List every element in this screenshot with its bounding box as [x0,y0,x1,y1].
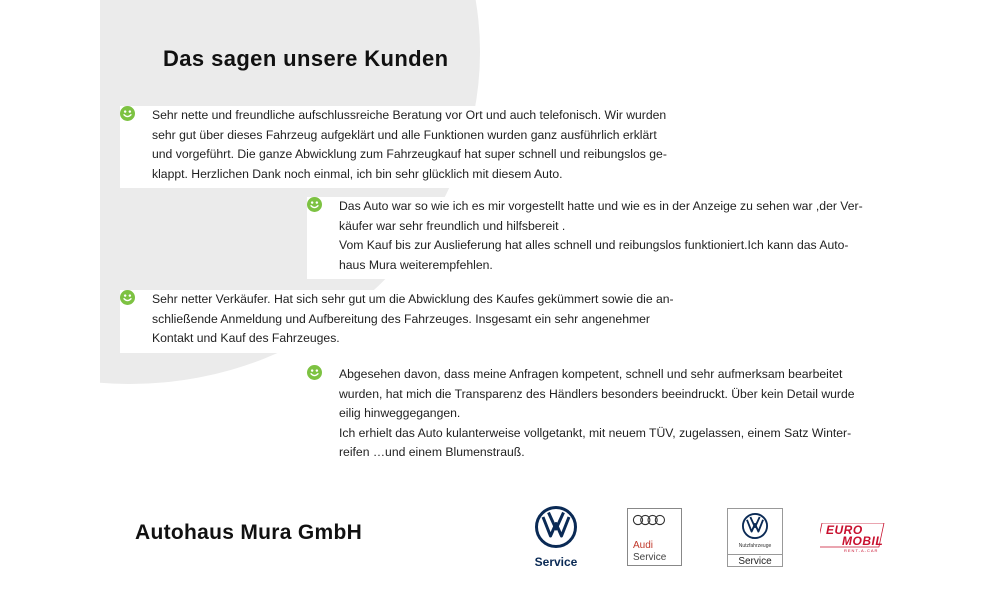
review-line: schließende Anmeldung und Aufbereitung des Fahrzeuges. Insgesamt ein sehr angenehmer [152,311,650,326]
vw-icon [742,513,768,539]
review-line: Kontakt und Kauf des Fahrzeuges. [152,331,340,346]
review-line: und vorgeführt. Die ganze Abwicklung zum Fahrzeugkauf hat super schnell und reibungslos ge- [152,147,667,162]
review-line: Das Auto war so wie ich es mir vorgestellt hatte und wie es in der Anzeige zu sehen war ,der Ver- [339,199,863,213]
audi-service-logo [627,508,682,566]
review-card [120,290,705,353]
audi-rings-icon [632,514,666,526]
euromobil-logo [820,523,886,557]
review-line: Sehr nette und freundliche aufschlussreiche Beratung vor Ort und auch telefonisch. Wir wurden [152,108,667,122]
vw-icon [535,506,577,548]
review-line: Sehr netter Verkäufer. Hat sich sehr gut um die Abwicklung des Kaufes gekümmert sowie die an- [152,292,674,306]
smiley-icon [120,106,135,121]
euromobil-line2: MOBIL [842,534,884,548]
review-line: wurden, hat mich die Transparenz des Händlers besonders beeindruckt. Über kein Detail wurde [339,386,855,401]
review-line: sehr gut über dieses Fahrzeug aufgeklärt und alle Funktionen wurden ganz ausführlich erklärt [152,127,657,142]
review-line: Vom Kauf bis zur Auslieferung hat alles schnell und reibungslos funktioniert.Ich kann das Auto- [339,238,849,253]
audi-service-label: Service [633,552,667,563]
vw-service-label: Service [534,555,578,569]
audi-label: Audi [633,540,654,551]
nfz-service-label: Service [728,554,782,567]
review-card [307,197,892,279]
page-title: Das sagen unsere Kunden [163,46,449,71]
review-line: Ich erhielt das Auto kulanterweise vollgetankt, mit neuem TÜV, zugelassen, einem Satz Winter- [339,425,852,440]
review-card [307,365,892,467]
euromobil-line3: RENT-A-CAR [844,548,879,553]
review-line: reifen …und einem Blumenstrauß. [339,445,525,460]
review-card [120,106,705,188]
review-line: Abgesehen davon, dass meine Anfragen kompetent, schnell und sehr aufmerksam bearbeitet [339,367,843,381]
nutzfahrzeuge-label: Nutzfahrzeuge [738,543,772,549]
smiley-icon [307,365,322,380]
vw-service-logo [527,506,585,572]
review-line: klappt. Herzlichen Dank noch einmal, ich bin sehr glücklich mit diesem Auto. [152,166,563,181]
euromobil-line1: EURO [826,523,863,537]
company-name: Autohaus Mura GmbH [135,521,363,544]
smiley-icon [120,290,135,305]
review-line: käufer war sehr freundlich und hilfsbereit . [339,218,566,233]
review-line: haus Mura weiterempfehlen. [339,257,493,272]
review-line: eilig hinweggegangen. [339,406,461,421]
smiley-icon [307,197,322,212]
vw-nutzfahrzeuge-service-logo [727,508,783,567]
